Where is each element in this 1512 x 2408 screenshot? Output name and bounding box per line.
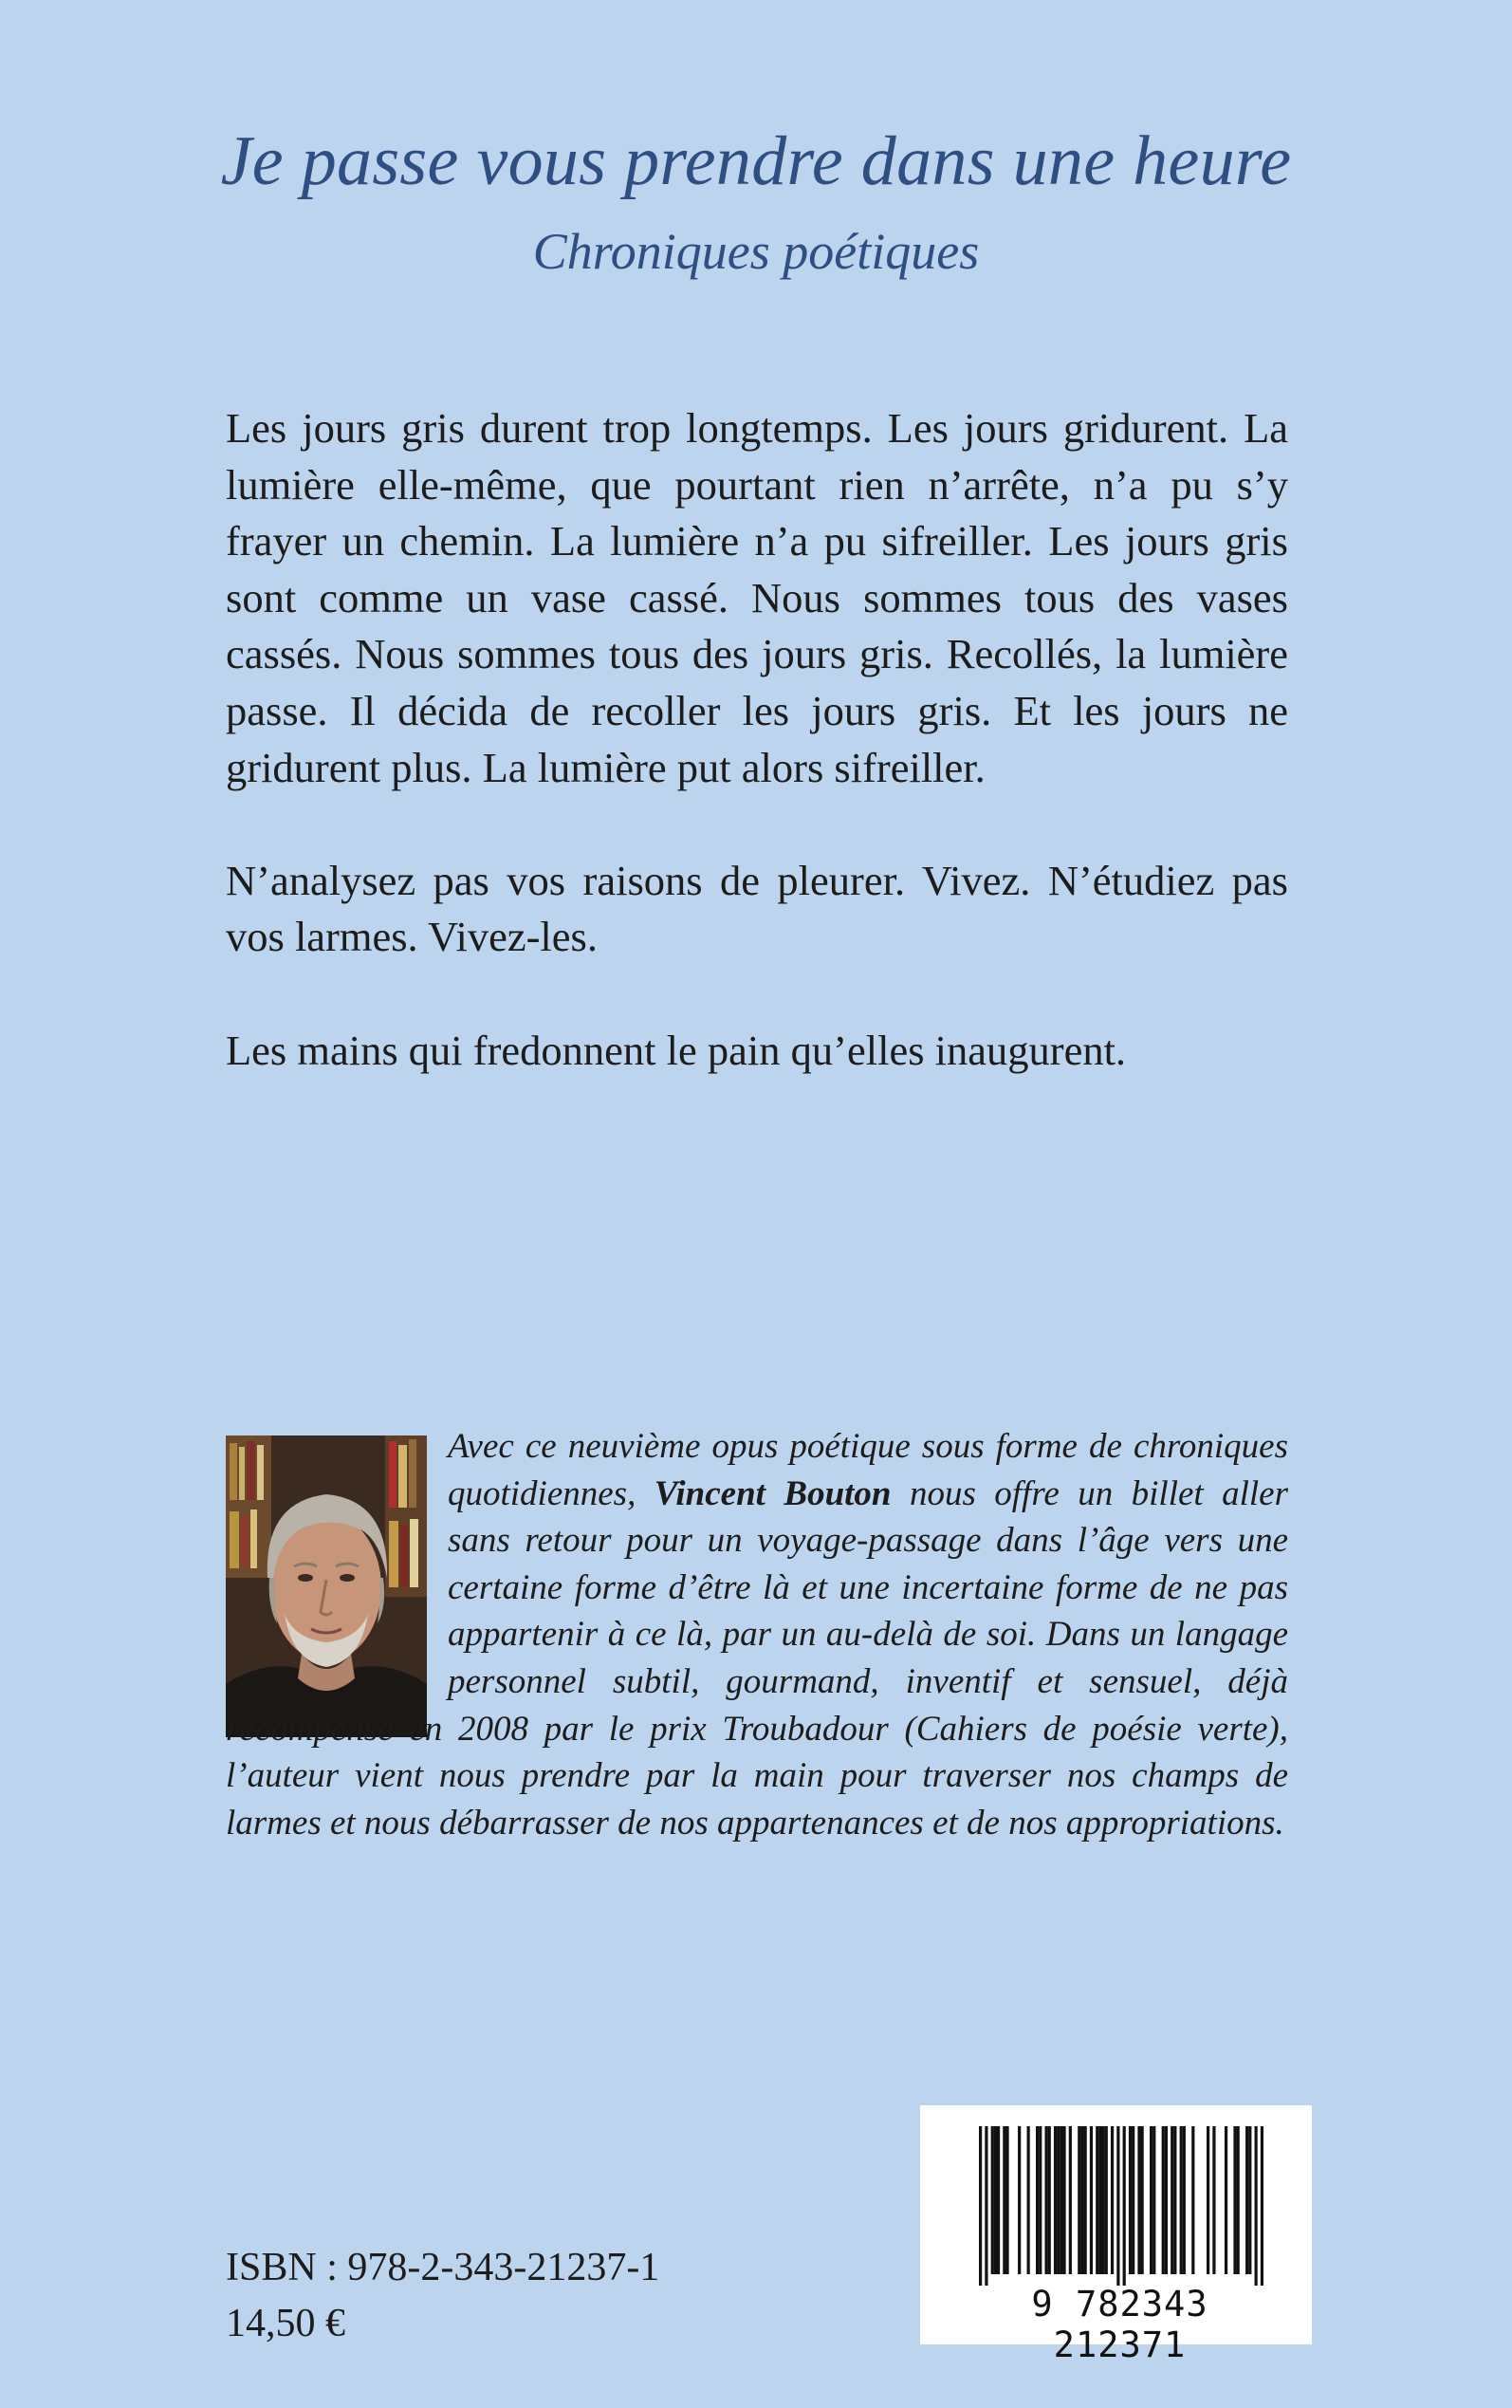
barcode-bar bbox=[1237, 2126, 1240, 2274]
barcode-bar bbox=[1062, 2126, 1065, 2274]
barcode-bar bbox=[1150, 2126, 1152, 2274]
barcode-bar bbox=[1261, 2126, 1263, 2286]
barcode-bar bbox=[985, 2126, 987, 2286]
excerpt-paragraph-1: Les jours gris durent trop longtemps. Les jours gridurent. La lumière elle-même, que pourtant rien n’arrête, n’a pu s’y frayer un chemin. La lumière n’a pu sifreiller. Les jours gris sont comme un vase cassé. Nous sommes tous des vases cassés. Nous sommes tous des jours gris. Recollés, la lumière passe. Il décida de recoller les jours gris. Et les jours ne gridurent plus. La lumière put alors sifreiller. bbox=[226, 404, 1288, 791]
barcode-bar bbox=[1165, 2126, 1168, 2274]
barcode-bar bbox=[991, 2126, 994, 2274]
barcode-bar bbox=[1098, 2126, 1101, 2274]
barcode-bar bbox=[1096, 2126, 1098, 2274]
barcode-bar bbox=[1171, 2126, 1173, 2274]
book-subtitle: Chroniques poétiques bbox=[532, 223, 980, 280]
barcode-bar bbox=[1152, 2126, 1155, 2274]
author-bio bbox=[226, 1423, 1288, 1846]
barcode-bar bbox=[1090, 2126, 1093, 2274]
barcode-bars bbox=[979, 2126, 1263, 2286]
bio-text-end: nous offre un billet aller sans retour pour un voyage-passage dans l’âge vers une certaine forme d’être là et une incertaine forme de ne pas appartenir à ce là, par un au-delà de soi. Dans un langage personnel subtil, gourmand, inventif et sensuel, déjà récompensé en 2008 par le prix Troubadour (Cahiers de poésie verte), l’auteur vient nous prendre par la main pour traverser nos champs de larmes et nous débarrasser de nos appartenances et de nos appropriations. bbox=[226, 1473, 1288, 1843]
barcode-bar bbox=[1141, 2126, 1144, 2274]
barcode-bar bbox=[1078, 2126, 1080, 2274]
barcode-bar bbox=[1044, 2126, 1047, 2274]
barcode-bar bbox=[1054, 2126, 1057, 2274]
barcode-bar bbox=[1039, 2126, 1042, 2274]
book-title: Je passe vous prendre dans une heure bbox=[220, 122, 1292, 200]
author-name: Vincent Bouton bbox=[654, 1473, 892, 1513]
barcode-bar bbox=[1101, 2126, 1104, 2274]
barcode-bar bbox=[1080, 2126, 1083, 2274]
barcode-bar bbox=[1005, 2126, 1008, 2274]
excerpt-paragraph-2: N’analysez pas vos raisons de pleurer. Vivez. N’étudiez pas vos larmes. Vivez-les. bbox=[226, 856, 1288, 961]
barcode-bar bbox=[979, 2126, 982, 2286]
photo-spacer bbox=[226, 1423, 448, 1704]
barcode-bar bbox=[1129, 2126, 1132, 2274]
barcode-bar bbox=[997, 2126, 1000, 2274]
barcode-digits: 9 782343 212371 bbox=[1031, 2284, 1208, 2365]
barcode-bar bbox=[1018, 2126, 1021, 2274]
excerpt-text bbox=[226, 400, 1288, 1079]
barcode-bar bbox=[1111, 2126, 1114, 2274]
barcode-bar bbox=[1057, 2126, 1060, 2274]
barcode-bar bbox=[1183, 2126, 1186, 2274]
barcode-bar bbox=[1162, 2126, 1165, 2274]
barcode-bar bbox=[1084, 2126, 1087, 2274]
barcode-bar bbox=[1225, 2126, 1227, 2274]
barcode-bar bbox=[1180, 2126, 1183, 2274]
barcode-bar bbox=[1048, 2126, 1051, 2274]
barcode-bar bbox=[1027, 2126, 1030, 2274]
barcode-bar bbox=[1069, 2126, 1072, 2274]
barcode-bar bbox=[1191, 2126, 1194, 2274]
isbn: ISBN : 978-2-343-21237-1 bbox=[226, 2246, 660, 2289]
barcode-bar bbox=[1003, 2126, 1005, 2274]
barcode-bar bbox=[1137, 2126, 1140, 2274]
barcode-bar bbox=[1105, 2126, 1108, 2274]
barcode-bar bbox=[1212, 2126, 1215, 2274]
price: 14,50 € bbox=[226, 2302, 345, 2345]
barcode-bar bbox=[994, 2126, 997, 2274]
barcode-bar bbox=[1173, 2126, 1176, 2274]
barcode-bar bbox=[1255, 2126, 1258, 2286]
barcode-bar bbox=[1060, 2126, 1062, 2274]
barcode-bar bbox=[1248, 2126, 1251, 2274]
barcode bbox=[920, 2105, 1312, 2365]
barcode-bar bbox=[1132, 2126, 1134, 2274]
barcode-bar bbox=[1036, 2126, 1039, 2274]
excerpt-paragraph-3: Les mains qui fredonnent le pain qu’elles inaugurent. bbox=[226, 1026, 1127, 1074]
barcode-bar bbox=[1207, 2126, 1209, 2274]
bio-text-start: Avec ce neuvième opus poétique sous forme de chroniques quotidiennes, bbox=[448, 1427, 1288, 1513]
barcode-bar bbox=[1123, 2126, 1126, 2286]
barcode-bar bbox=[1233, 2126, 1236, 2274]
barcode-bar bbox=[1116, 2126, 1119, 2286]
barcode-bar bbox=[1245, 2126, 1248, 2274]
